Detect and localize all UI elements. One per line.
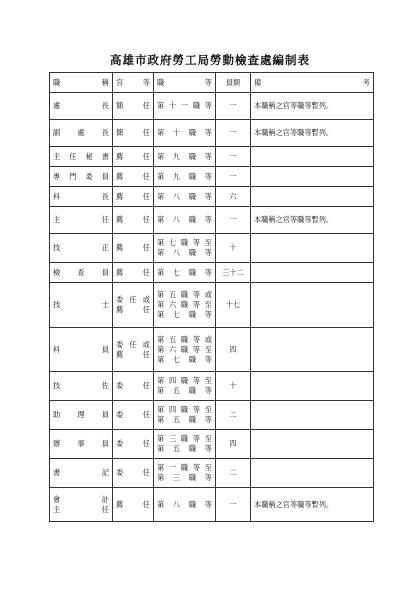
cell-count: 三十二 xyxy=(216,263,251,283)
rank-line: 簡任 xyxy=(116,101,150,110)
title-line: 主任 xyxy=(53,215,109,224)
grade-line: 第九職等 xyxy=(157,151,212,161)
cell-note xyxy=(251,187,374,207)
cell-rank xyxy=(113,263,154,283)
cell-note xyxy=(251,234,374,263)
title-line: 檢查員 xyxy=(53,267,109,277)
cell-count: 二 xyxy=(216,459,251,488)
table-row xyxy=(50,167,374,187)
cell-rank xyxy=(113,372,154,401)
cell-note xyxy=(251,147,374,167)
grade-line: 第八職等 xyxy=(157,499,212,509)
table-row xyxy=(50,372,374,401)
rank-line: 薦任 xyxy=(116,215,150,224)
cell-title xyxy=(50,401,113,430)
cell-grade xyxy=(154,147,216,167)
cell-title xyxy=(50,167,113,187)
cell-title xyxy=(50,459,113,488)
cell-rank xyxy=(113,120,154,147)
title-line: 主任 xyxy=(53,504,109,514)
cell-title xyxy=(50,430,113,459)
cell-title xyxy=(50,372,113,401)
cell-note xyxy=(251,401,374,430)
cell-rank xyxy=(113,147,154,167)
grade-line: 第五職等或 xyxy=(157,290,212,299)
cell-title xyxy=(50,207,113,234)
table-row xyxy=(50,488,374,522)
cell-note xyxy=(251,430,374,459)
title-line: 技佐 xyxy=(53,381,109,390)
table-row xyxy=(50,283,374,328)
cell-rank xyxy=(113,187,154,207)
cell-note: 本職稱之官等職等暫列。 xyxy=(251,207,374,234)
table-row xyxy=(50,263,374,283)
grade-line: 第五職等 xyxy=(157,415,212,424)
table-row xyxy=(50,430,374,459)
grade-line: 第八職等 xyxy=(157,248,212,257)
rank-line: 薦任 xyxy=(116,305,150,314)
cell-count: 一 xyxy=(216,120,251,147)
cell-title xyxy=(50,93,113,120)
cell-grade xyxy=(154,234,216,263)
cell-note: 本職稱之官等職等暫列。 xyxy=(251,93,374,120)
rank-line: 薦任 xyxy=(116,243,150,252)
rank-line: 薦任 xyxy=(116,191,150,201)
grade-line: 第九職等 xyxy=(157,171,212,181)
title-line: 書記 xyxy=(53,468,109,477)
header-title: 職稱 xyxy=(50,73,113,93)
grade-line: 第十職等 xyxy=(157,128,212,137)
cell-grade xyxy=(154,488,216,522)
rank-line: 委任 xyxy=(116,439,150,448)
rank-line: 簡任 xyxy=(116,128,150,137)
header-rank: 官等 xyxy=(113,73,154,93)
rank-line: 薦任 xyxy=(116,267,150,277)
cell-rank xyxy=(113,93,154,120)
cell-count: 十 xyxy=(216,234,251,263)
header-note: 備考 xyxy=(251,73,374,93)
rank-line: 薦任 xyxy=(116,499,150,509)
cell-grade xyxy=(154,93,216,120)
cell-title xyxy=(50,234,113,263)
rank-line: 薦任 xyxy=(116,349,150,359)
title-line: 主任秘書 xyxy=(53,151,109,161)
cell-count: 十 xyxy=(216,372,251,401)
table-row xyxy=(50,207,374,234)
rank-line: 委任 xyxy=(116,468,150,477)
rank-line: 薦任 xyxy=(116,151,150,161)
title-line: 助理員 xyxy=(53,410,109,419)
grade-line: 第五職等 xyxy=(157,386,212,395)
grade-line: 第六職等至 xyxy=(157,344,212,354)
cell-count: 一 xyxy=(216,167,251,187)
grade-line: 第三職等 xyxy=(157,473,212,482)
table-row xyxy=(50,147,374,167)
rank-line: 委任或 xyxy=(116,339,150,349)
title-line: 辦事員 xyxy=(53,439,109,448)
grade-line: 第七職等 xyxy=(157,267,212,277)
grade-line: 第一職等至 xyxy=(157,463,212,472)
cell-note: 本職稱之官等職等暫列。 xyxy=(251,120,374,147)
title-line: 副處長 xyxy=(53,128,109,137)
cell-rank xyxy=(113,207,154,234)
cell-note xyxy=(251,283,374,328)
cell-rank xyxy=(113,430,154,459)
grade-line: 第三職等至 xyxy=(157,434,212,443)
cell-grade xyxy=(154,187,216,207)
rank-line: 薦任 xyxy=(116,171,150,181)
grade-line: 第六職等至 xyxy=(157,300,212,309)
cell-note xyxy=(251,263,374,283)
title-line: 技士 xyxy=(53,300,109,309)
cell-grade xyxy=(154,207,216,234)
cell-note xyxy=(251,167,374,187)
cell-count: 四 xyxy=(216,430,251,459)
header-count: 員額 xyxy=(216,73,251,93)
cell-count: 四 xyxy=(216,328,251,372)
cell-note: 本職稱之官等職等暫列。 xyxy=(251,488,374,522)
grade-line: 第五職等 xyxy=(157,444,212,453)
cell-rank xyxy=(113,283,154,328)
cell-note xyxy=(251,372,374,401)
cell-note xyxy=(251,328,374,372)
table-row xyxy=(50,93,374,120)
rank-line: 委任或 xyxy=(116,295,150,304)
cell-count: 一 xyxy=(216,93,251,120)
cell-count: 二 xyxy=(216,401,251,430)
cell-title xyxy=(50,283,113,328)
table-row xyxy=(50,234,374,263)
rank-line: 委任 xyxy=(116,381,150,390)
cell-count: 一 xyxy=(216,488,251,522)
cell-grade xyxy=(154,120,216,147)
cell-count: 六 xyxy=(216,187,251,207)
grade-line: 第五職等或 xyxy=(157,334,212,344)
grade-line: 第七職等至 xyxy=(157,238,212,247)
document-title: 高雄市政府勞工局勞動檢查處編制表 xyxy=(110,53,310,67)
cell-title xyxy=(50,147,113,167)
staff-table xyxy=(49,72,374,522)
cell-title xyxy=(50,120,113,147)
cell-count: 十七 xyxy=(216,283,251,328)
cell-rank xyxy=(113,401,154,430)
table-row xyxy=(50,187,374,207)
cell-rank xyxy=(113,459,154,488)
cell-title xyxy=(50,328,113,372)
header-grade: 職等 xyxy=(154,73,216,93)
cell-title xyxy=(50,488,113,522)
cell-title xyxy=(50,187,113,207)
grade-line: 第八職等 xyxy=(157,215,212,224)
cell-grade xyxy=(154,372,216,401)
title-line: 處長 xyxy=(53,101,109,110)
cell-grade xyxy=(154,167,216,187)
cell-grade xyxy=(154,328,216,372)
title-line: 科長 xyxy=(53,191,109,201)
title-line: 技正 xyxy=(53,243,109,252)
cell-count: 一 xyxy=(216,207,251,234)
cell-note xyxy=(251,459,374,488)
cell-grade xyxy=(154,401,216,430)
table-row xyxy=(50,328,374,372)
cell-grade xyxy=(154,283,216,328)
table-row xyxy=(50,459,374,488)
table-row xyxy=(50,120,374,147)
cell-grade xyxy=(154,459,216,488)
table-header-row xyxy=(50,73,374,93)
cell-rank xyxy=(113,328,154,372)
grade-line: 第四職等至 xyxy=(157,376,212,385)
cell-rank xyxy=(113,488,154,522)
cell-count: 一 xyxy=(216,147,251,167)
grade-line: 第八職等 xyxy=(157,191,212,201)
grade-line: 第七職等 xyxy=(157,354,212,364)
table-row xyxy=(50,401,374,430)
cell-rank xyxy=(113,167,154,187)
grade-line: 第七職等 xyxy=(157,310,212,319)
cell-grade xyxy=(154,263,216,283)
grade-line: 第四職等至 xyxy=(157,405,212,414)
cell-title xyxy=(50,263,113,283)
title-line: 科員 xyxy=(53,344,109,354)
cell-grade xyxy=(154,430,216,459)
grade-line: 第十一職等 xyxy=(157,101,212,110)
cell-rank xyxy=(113,234,154,263)
title-line: 會計 xyxy=(53,494,109,504)
title-line: 專門委員 xyxy=(53,171,109,181)
rank-line: 委任 xyxy=(116,410,150,419)
